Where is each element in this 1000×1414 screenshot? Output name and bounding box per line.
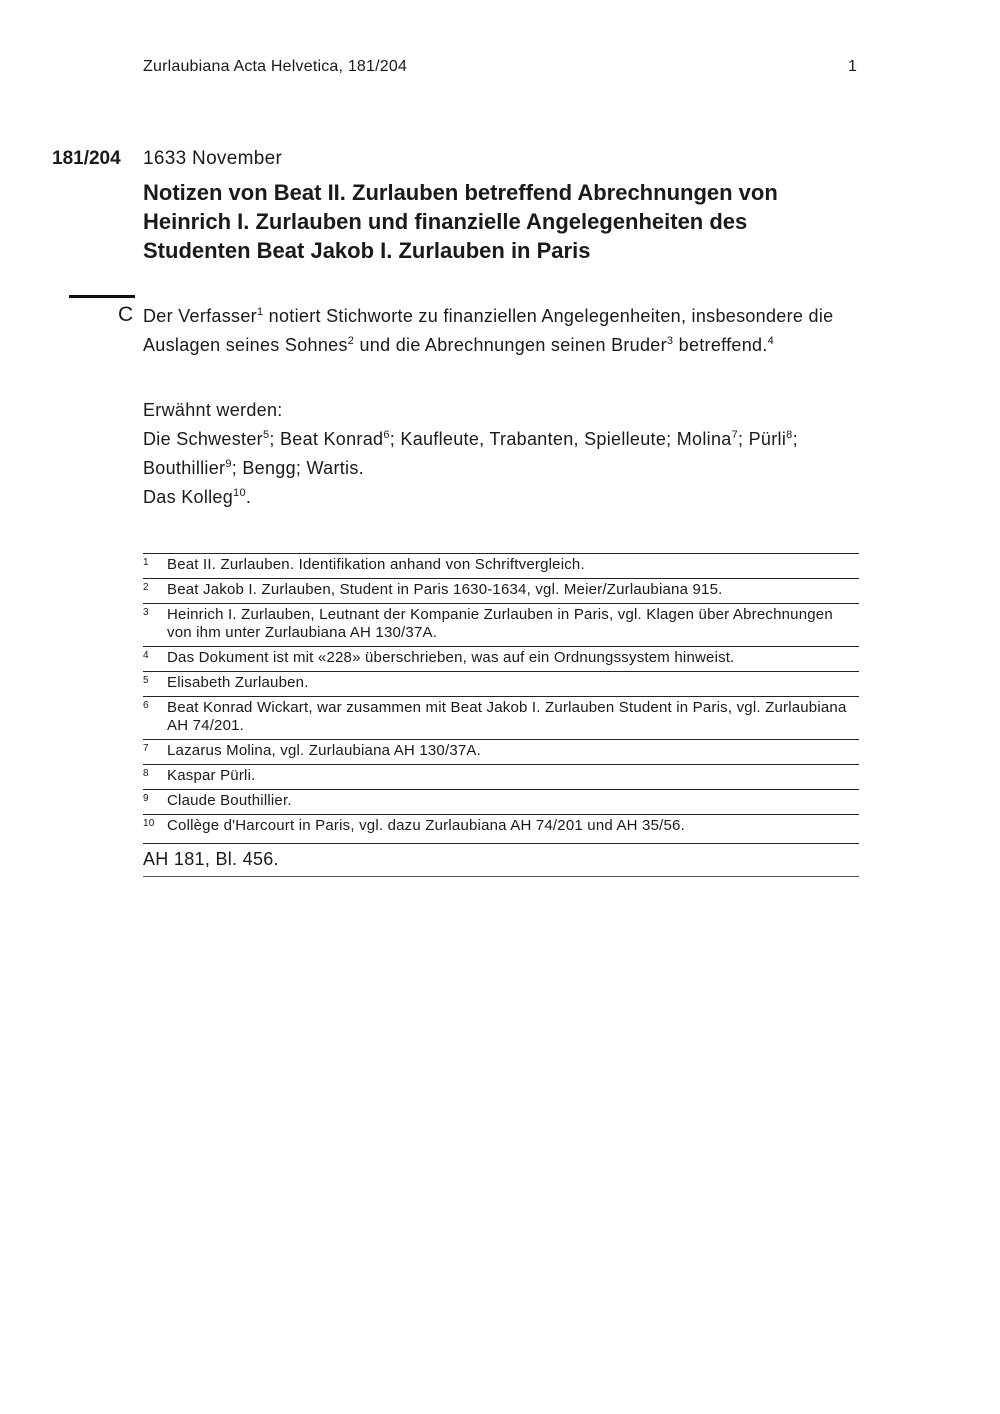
footnote-text: Heinrich I. Zurlauben, Leutnant der Kompanie Zurlauben in Paris, vgl. Klagen über Abrechnungen von ihm unter Zurlaubiana AH 130/37A. [167, 606, 833, 641]
footnote-ref[interactable]: 7 [731, 429, 739, 441]
footnote-number: 1 [143, 557, 149, 568]
mention-text: Die Schwester [143, 429, 263, 449]
document-title [143, 178, 843, 265]
footnote-text: Elisabeth Zurlauben. [167, 674, 309, 691]
source-reference: AH 181, Bl. 456. [143, 843, 859, 877]
footnote-ref[interactable]: 1 [256, 306, 264, 318]
footnote-text: Lazarus Molina, vgl. Zurlaubiana AH 130/37A. [167, 742, 481, 759]
footnote-text: Beat Jakob I. Zurlauben, Student in Paris 1630-1634, vgl. Meier/Zurlaubiana 915. [167, 581, 723, 598]
footnote-ref[interactable]: 2 [347, 335, 355, 347]
mention-text: ; Bengg; Wartis. [231, 458, 364, 478]
mentions-line [143, 425, 873, 454]
footnote-number: 4 [143, 650, 149, 661]
footnote-item [143, 553, 859, 578]
footnote-number: 6 [143, 700, 149, 711]
footnote-text: Beat II. Zurlauben. Identifikation anhand von Schriftvergleich. [167, 556, 585, 573]
footnote-item [143, 646, 859, 671]
footnote-text: Collège d'Harcourt in Paris, vgl. dazu Zurlaubiana AH 74/201 und AH 35/56. [167, 817, 685, 834]
footnote-number: 7 [143, 743, 149, 754]
summary-text: notiert Stichworte zu finanziellen Angelegenheiten, insbesondere die Auslagen seines Sohnes [143, 306, 834, 355]
mentions-block [143, 396, 873, 512]
mentions-line [143, 483, 873, 512]
footnote-ref[interactable]: 9 [225, 458, 232, 470]
page-number: 1 [848, 58, 857, 75]
footnote-number: 5 [143, 675, 149, 686]
footnote-ref[interactable]: 4 [767, 335, 775, 347]
footnote-item [143, 696, 859, 739]
footnote-number: 2 [143, 582, 149, 593]
footnote-number: 8 [143, 768, 149, 779]
title-line: Heinrich I. Zurlauben und finanzielle Angelegenheiten des [143, 209, 748, 234]
footnote-ref[interactable]: 5 [262, 429, 270, 441]
footnote-item [143, 578, 859, 603]
mention-text: Bouthillier [143, 458, 226, 478]
section-rule [69, 295, 135, 298]
footnote-item [143, 789, 859, 814]
footnote-ref[interactable]: 3 [666, 335, 674, 347]
footnotes-list [143, 553, 859, 877]
footnote-item [143, 739, 859, 764]
mention-text: Das Kolleg [143, 487, 234, 507]
footnote-ref[interactable]: 6 [383, 429, 390, 441]
footnote-number: 3 [143, 607, 149, 618]
summary-text: Der Verfasser [143, 306, 257, 326]
footnote-text: Claude Bouthillier. [167, 792, 292, 809]
mention-text: ; Pürli [738, 429, 787, 449]
mention-text: ; Beat Konrad [269, 429, 384, 449]
footnote-text: Kaspar Pürli. [167, 767, 256, 784]
footnote-number: 9 [143, 793, 149, 804]
summary-text: betreffend. [673, 335, 768, 355]
copy-code: C [118, 303, 134, 326]
summary-paragraph [143, 302, 863, 360]
footnote-item [143, 814, 859, 839]
summary-text: und die Abrechnungen seinen Bruder [354, 335, 667, 355]
footnote-ref[interactable]: 10 [233, 487, 246, 499]
footnote-item [143, 603, 859, 646]
footnote-number: 10 [143, 818, 155, 829]
document-date: 1633 November [143, 148, 283, 169]
title-line: Notizen von Beat II. Zurlauben betreffend Abrechnungen von [143, 180, 778, 205]
title-line: Studenten Beat Jakob I. Zurlauben in Paris [143, 238, 591, 263]
header-title: Zurlaubiana Acta Helvetica, 181/204 [143, 58, 408, 75]
footnote-text: Beat Konrad Wickart, war zusammen mit Beat Jakob I. Zurlauben Student in Paris, vgl. Zurlaubiana AH 74/201. [167, 699, 847, 734]
mention-text: . [245, 487, 252, 507]
footnote-item [143, 764, 859, 789]
document-number: 181/204 [52, 148, 121, 169]
footnote-ref[interactable]: 8 [786, 429, 793, 441]
footnote-text: Das Dokument ist mit «228» überschrieben, was auf ein Ordnungssystem hinweist. [167, 649, 735, 666]
mention-text: ; [792, 429, 798, 449]
mentions-heading: Erwähnt werden: [143, 400, 283, 420]
mentions-line [143, 454, 873, 483]
mention-text: ; Kaufleute, Trabanten, Spielleute; Molina [389, 429, 732, 449]
footnote-item [143, 671, 859, 696]
